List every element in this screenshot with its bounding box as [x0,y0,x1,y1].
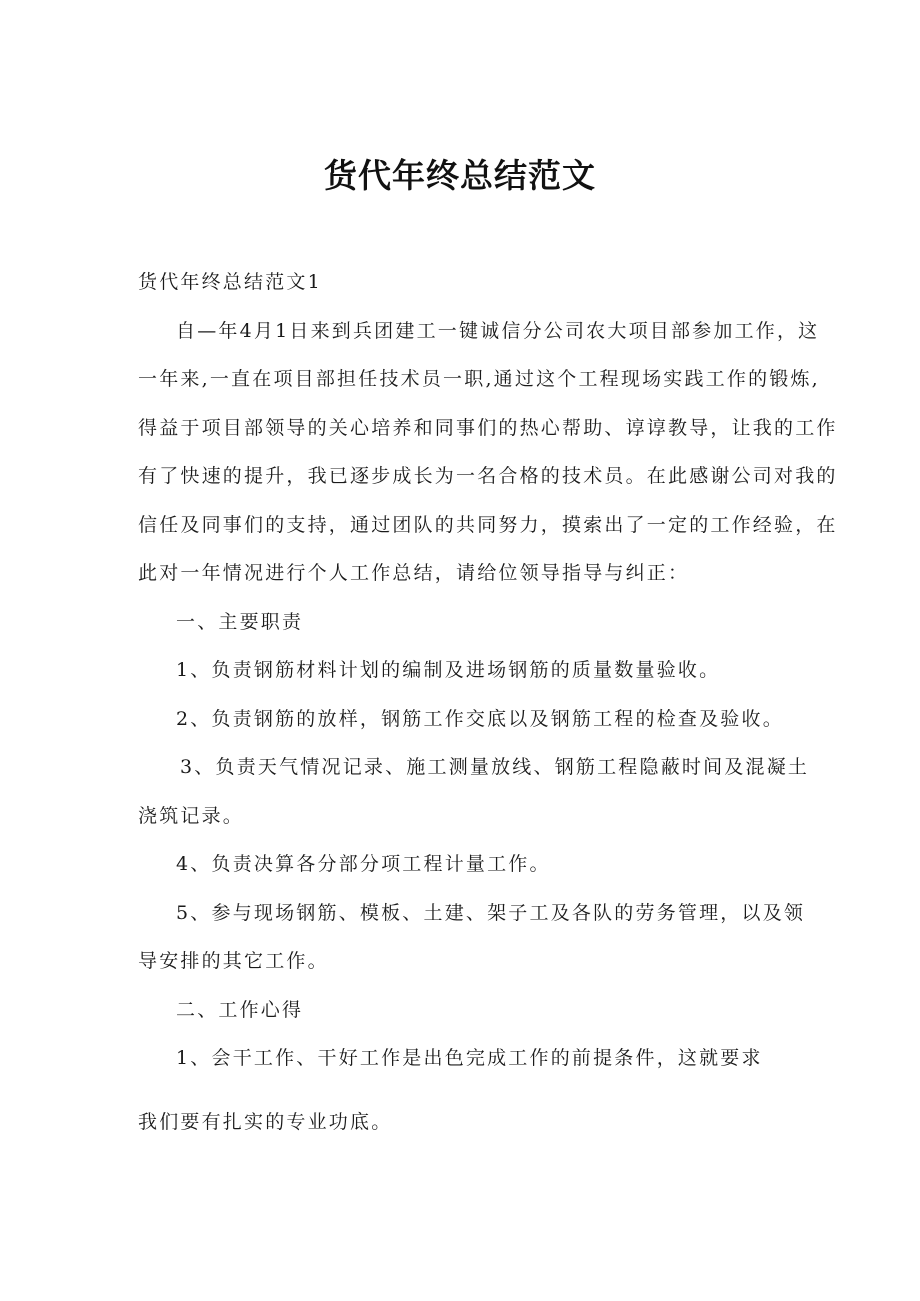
section-subtitle: 货代年终总结范文1 [138,271,322,293]
insight-item-1 [138,1034,788,1146]
document-body [138,258,838,1146]
paragraph-line: 1、会干工作、干好工作是出色完成工作的前提条件，这就要求 [176,1047,763,1069]
line-gap [138,1083,788,1098]
intro-paragraph [138,307,838,598]
section-heading-duties: 一、主要职责 [176,610,304,633]
duty-item-2: 2、负责钢筋的放样，钢筋工作交底以及钢筋工程的检查及验收。 [176,707,784,730]
paragraph-line: 信任及同事们的支持，通过团队的共同努力，摸索出了一定的工作经验，在 [138,513,838,536]
paragraph-line: 导安排的其它工作。 [138,950,329,972]
paragraph-line: 浇筑记录。 [138,804,245,827]
paragraph-line: 5、参与现场钢筋、模板、土建、架子工及各队的劳务管理，以及领 [176,901,806,924]
section-heading-insights: 二、工作心得 [176,998,304,1021]
paragraph-line: 得益于项目部领导的关心培养和同事们的热心帮助、谆谆教导，让我的工作 [138,416,838,439]
duty-item-1: 1、负责钢筋材料计划的编制及进场钢筋的质量数量验收。 [176,659,721,681]
paragraph-line: 自—年4月1日来到兵团建工一键诚信分公司农大项目部参加工作，这 [176,319,820,342]
paragraph-line: 有了快速的提升，我已逐步成长为一名合格的技术员。在此感谢公司对我的 [138,465,838,487]
paragraph-line: 3、负责天气情况记录、施工测量放线、钢筋工程隐蔽时间及混凝土 [180,756,810,778]
document-title: 货代年终总结范文 [324,156,596,195]
duty-item-4: 4、负责决算各分部分项工程计量工作。 [176,853,551,875]
duty-item-3 [138,743,810,840]
duty-item-5 [138,889,806,986]
paragraph-line: 此对一年情况进行个人工作总结，请给位领导指导与纠正： [138,562,690,584]
paragraph-line: 我们要有扎实的专业功底。 [138,1110,393,1133]
paragraph-line: 一年来,一直在项目部担任技术员一职,通过这个工程现场实践工作的锻炼, [138,368,820,390]
